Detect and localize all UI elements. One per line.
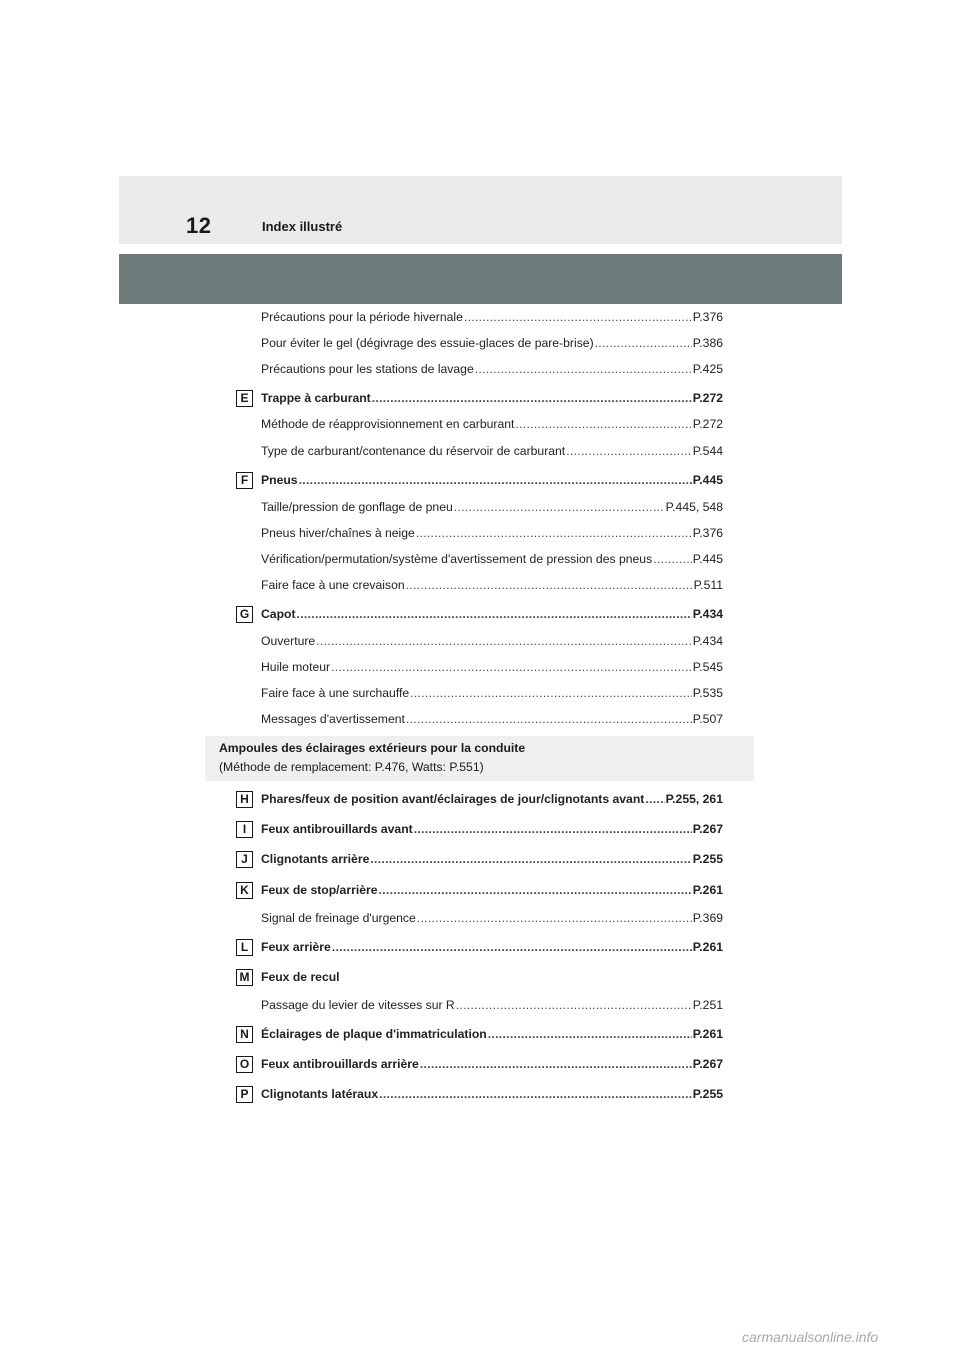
entry-label: Taille/pression de gonflage de pneu [261, 500, 453, 514]
entry-label: Feux antibrouillards avant [261, 822, 413, 836]
index-entry [261, 442, 723, 460]
index-letter-k: K [236, 882, 253, 899]
entry-label: Faire face à une crevaison [261, 578, 405, 592]
page-reference-link[interactable]: P.255, 261 [665, 792, 723, 806]
leader-dots [372, 389, 692, 407]
entry-label: Faire face à une surchauffe [261, 686, 410, 700]
page-reference-link[interactable]: P.445 [692, 552, 723, 566]
index-entry [261, 360, 723, 378]
watermark: carmanualsonline.info [742, 1329, 879, 1345]
page-reference-link[interactable]: P.376 [692, 526, 723, 540]
page-reference-link[interactable]: P.445, 548 [665, 500, 723, 514]
leader-dots [332, 938, 692, 956]
page-reference-link[interactable]: P.376 [692, 310, 723, 324]
index-letter-i: I [236, 821, 253, 838]
entry-label: Méthode de réapprovisionnement en carburant [261, 417, 515, 431]
page-reference-link[interactable]: P.425 [692, 362, 723, 376]
page-reference-link[interactable]: P.434 [692, 634, 723, 648]
entry-label: Pneus [261, 473, 298, 487]
leader-dots [410, 684, 692, 702]
index-letter-l: L [236, 939, 253, 956]
index-entry [261, 684, 723, 702]
page-reference-link[interactable]: P.267 [692, 1057, 723, 1071]
index-entry [261, 576, 723, 594]
page-reference-link[interactable]: P.255 [692, 1087, 723, 1101]
index-entry [261, 820, 723, 838]
entry-label: Huile moteur [261, 660, 331, 674]
page-reference-link[interactable]: P.511 [693, 578, 723, 592]
page-reference-link[interactable]: P.272 [692, 417, 723, 431]
entry-label: Précautions pour la période hivernale [261, 310, 463, 324]
leader-dots [370, 850, 691, 868]
leader-dots [297, 605, 692, 623]
index-entry [261, 881, 723, 899]
leader-dots [566, 442, 692, 460]
leader-dots [420, 1055, 692, 1073]
index-entry [261, 389, 723, 407]
entry-label: Feux antibrouillards arrière [261, 1057, 419, 1071]
leader-dots [515, 415, 691, 433]
entry-label: Clignotants arrière [261, 852, 370, 866]
index-entry [261, 550, 723, 568]
page-reference-link[interactable]: P.507 [692, 712, 723, 726]
page-reference-link[interactable]: P.386 [692, 336, 723, 350]
leader-dots [406, 576, 693, 594]
page-reference-link[interactable]: P.261 [692, 1027, 723, 1041]
page-reference-link[interactable]: P.545 [692, 660, 723, 674]
leader-dots [645, 790, 664, 808]
leader-dots [379, 1085, 692, 1103]
index-entry [261, 938, 723, 956]
index-letter-h: H [236, 791, 253, 808]
entry-label: Pour éviter le gel (dégivrage des essuie-glaces de pare-brise) [261, 336, 594, 350]
page-reference-link[interactable]: P.261 [692, 883, 723, 897]
page-reference-link[interactable]: P.251 [692, 998, 723, 1012]
leader-dots [456, 996, 692, 1014]
leader-dots [316, 632, 692, 650]
index-entry [261, 334, 723, 352]
index-entry [261, 471, 723, 489]
leader-dots [416, 524, 692, 542]
leader-dots [488, 1025, 692, 1043]
page-reference-link[interactable]: P.445 [692, 473, 723, 487]
leader-dots [331, 658, 692, 676]
entry-label: Capot [261, 607, 296, 621]
index-entry [261, 605, 723, 623]
index-entry [261, 1025, 723, 1043]
index-letter-m: M [236, 969, 253, 986]
entry-label: Type de carburant/contenance du réservoir de carburant [261, 444, 566, 458]
leader-dots [414, 820, 692, 838]
entry-label: Pneus hiver/chaînes à neige [261, 526, 415, 540]
leader-dots [406, 710, 692, 728]
index-entry [261, 996, 723, 1014]
index-entry [261, 1085, 723, 1103]
entry-label: Signal de freinage d'urgence [261, 911, 416, 925]
leader-dots [464, 308, 692, 326]
index-entry [261, 658, 723, 676]
subheading-note: (Méthode de remplacement: P.476, Watts: P.551) [219, 760, 484, 774]
page-reference-link[interactable]: P.434 [692, 607, 723, 621]
index-entry [261, 968, 723, 986]
leader-dots [299, 471, 692, 489]
index-entry [261, 710, 723, 728]
index-letter-j: J [236, 851, 253, 868]
entry-label: Clignotants latéraux [261, 1087, 379, 1101]
index-letter-n: N [236, 1026, 253, 1043]
entry-label: Messages d'avertissement [261, 712, 405, 726]
index-entry [261, 909, 723, 927]
index-entry [261, 632, 723, 650]
page-reference-link[interactable]: P.369 [692, 911, 723, 925]
entry-label: Feux de recul [261, 970, 340, 984]
leader-dots [475, 360, 692, 378]
index-letter-f: F [236, 472, 253, 489]
index-letter-e: E [236, 390, 253, 407]
entry-label: Feux arrière [261, 940, 331, 954]
leader-dots [595, 334, 692, 352]
index-entry [261, 1055, 723, 1073]
index-letter-g: G [236, 606, 253, 623]
entry-label: Trappe à carburant [261, 391, 371, 405]
page-reference-link[interactable]: P.535 [692, 686, 723, 700]
index-letter-p: P [236, 1086, 253, 1103]
entry-label: Précautions pour les stations de lavage [261, 362, 474, 376]
page-reference-link[interactable]: P.544 [692, 444, 723, 458]
page-reference-link[interactable]: P.272 [692, 391, 723, 405]
entry-label: Feux de stop/arrière [261, 883, 378, 897]
index-entry [261, 524, 723, 542]
leader-dots [653, 550, 692, 568]
subheading-title: Ampoules des éclairages extérieurs pour la conduite [219, 741, 526, 755]
entry-label: Éclairages de plaque d'immatriculation [261, 1027, 487, 1041]
index-entry [261, 850, 723, 868]
leader-dots [417, 909, 692, 927]
index-entry [261, 790, 723, 808]
page-reference-link[interactable]: P.261 [692, 940, 723, 954]
entry-label: Ouverture [261, 634, 316, 648]
entry-label: Passage du levier de vitesses sur R [261, 998, 455, 1012]
page-reference-link[interactable]: P.255 [692, 852, 723, 866]
entry-label: Phares/feux de position avant/éclairages de jour/clignotants avant [261, 792, 645, 806]
page-number: 12 [186, 213, 212, 238]
index-entry [261, 308, 723, 326]
index-entry [261, 415, 723, 433]
leader-dots [379, 881, 692, 899]
leader-dots [454, 498, 665, 516]
page-title: Index illustré [262, 219, 343, 234]
index-letter-o: O [236, 1056, 253, 1073]
page-reference-link[interactable]: P.267 [692, 822, 723, 836]
entry-label: Vérification/permutation/système d'avertissement de pression des pneus [261, 552, 653, 566]
index-entry [261, 498, 723, 516]
